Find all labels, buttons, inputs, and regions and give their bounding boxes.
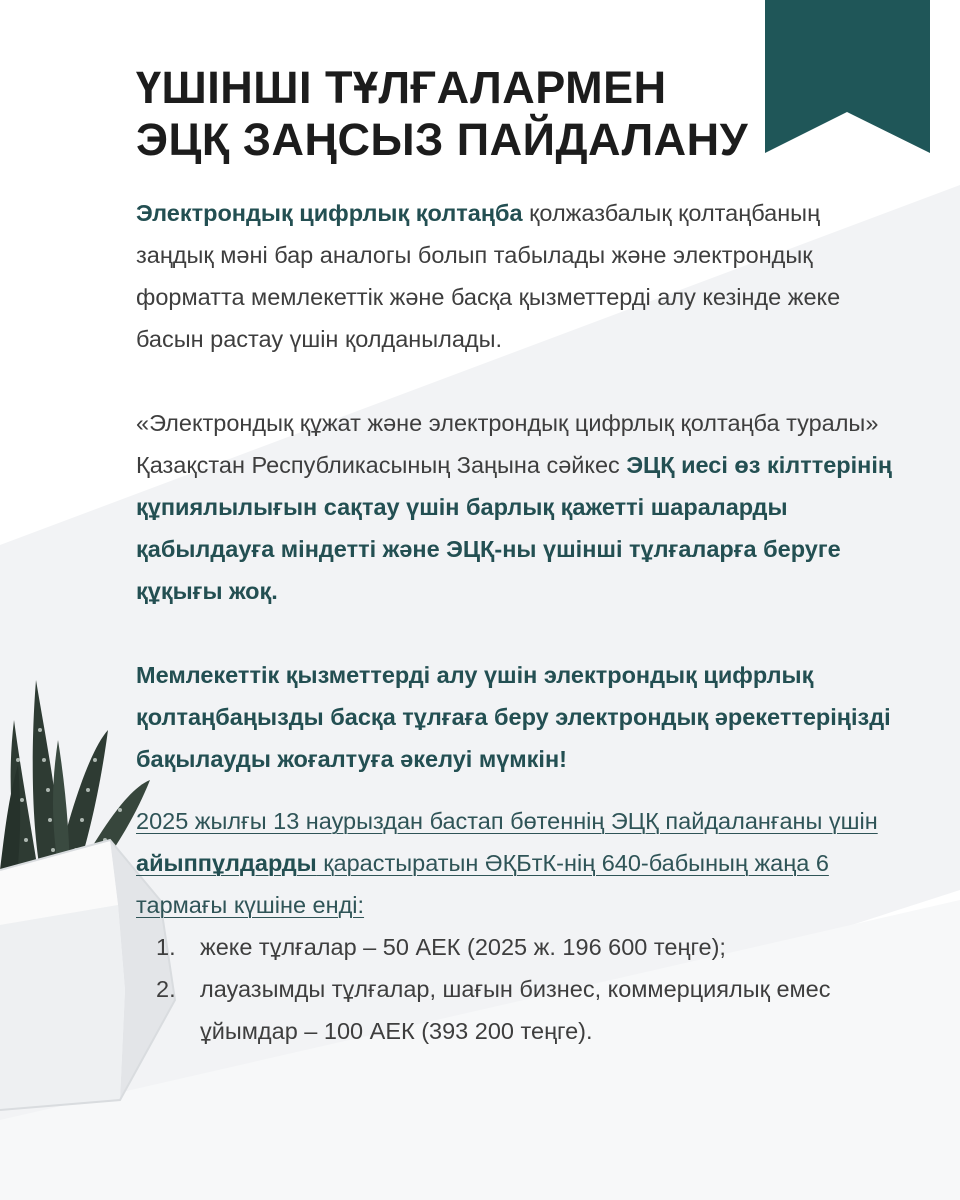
- page-title: [136, 62, 926, 166]
- list-item-text: лауазымды тұлғалар, шағын бизнес, коммерциялық емес ұйымдар – 100 АЕК (393 200 теңге).: [200, 976, 831, 1044]
- list-item-number: 2.: [156, 976, 176, 1002]
- main-content: [136, 62, 926, 1052]
- paragraph-law: [136, 402, 906, 612]
- fines-intro-part2: қарастыратын ӘҚБтК-нің 640-бабының жаңа 6 тармағы күшіне енді:: [136, 850, 829, 918]
- paragraph-fines-intro: [136, 800, 916, 926]
- fines-intro-part1: 2025 жылғы 13 наурыздан бастап бөтеннің ЭЦҚ пайдаланғаны үшін: [136, 808, 878, 834]
- paragraph-warning: [136, 654, 906, 780]
- list-item-text: жеке тұлғалар – 50 АЕК (2025 ж. 196 600 теңге);: [200, 934, 726, 960]
- list-item: [136, 968, 926, 1052]
- title-line-1: ҮШІНШІ ТҰЛҒАЛАРМЕН: [136, 62, 667, 113]
- fines-keyword: айыппұлдарды: [136, 850, 317, 876]
- warning-text: Мемлекеттік қызметтерді алу үшін электрондық цифрлық қолтаңбаңызды басқа тұлғаға беру электрондық әрекеттеріңізді бақылауды жоғалтуға әкелуі мүмкін!: [136, 662, 891, 772]
- title-line-2: ЭЦҚ ЗАҢСЫЗ ПАЙДАЛАНУ: [136, 114, 749, 165]
- paragraph-definition: [136, 192, 856, 360]
- paragraph-law-intro: «Электрондық құжат және электрондық цифрлық қолтаңба туралы» Қазақстан Республикасының Заңына сәйкес: [136, 410, 879, 478]
- term-eds: Электрондық цифрлық қолтаңба: [136, 200, 523, 226]
- paragraph-definition-text: қолжазбалық қолтаңбаның заңдық мәні бар аналогы болып табылады және электрондық форматта мемлекеттік және басқа қызметтерді алу кезінде жеке басын растау үшін қолданылады.: [136, 200, 841, 352]
- paragraph-law-obligation: ЭЦҚ иесі өз кілттерінің құпиялылығын сақтау үшін барлық қажетті шараларды қабылдауға міндетті және ЭЦҚ-ны үшінші тұлғаларға беруге құқығы жоқ.: [136, 452, 893, 604]
- fines-list: [136, 926, 926, 1052]
- list-item: [136, 926, 926, 968]
- list-item-number: 1.: [156, 934, 176, 960]
